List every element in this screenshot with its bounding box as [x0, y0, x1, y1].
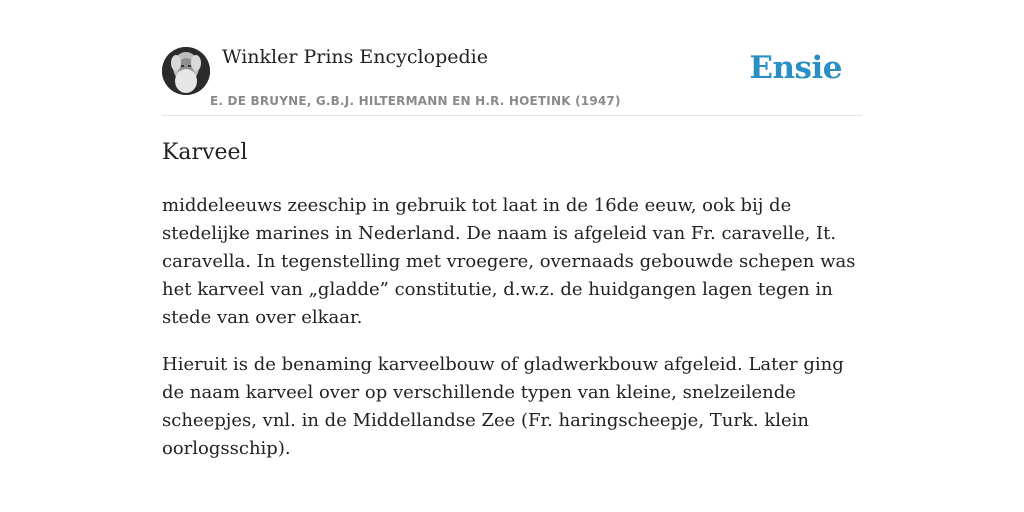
author-avatar[interactable] — [162, 47, 210, 95]
entry-content — [162, 192, 862, 482]
site-header — [162, 40, 862, 116]
ensie-logo[interactable]: Ensie — [749, 50, 842, 86]
entry-paragraph: Hieruit is de benaming karveelbouw of gladwerkbouw afgeleid. Later ging de naam karveel over op verschillende typen van kleine, snelzeilende scheepjes, vnl. in de Middellandse Zee (Fr. haringscheepje, Turk. klein oorlogsschip). — [162, 354, 844, 459]
author-portrait-icon — [162, 47, 210, 95]
book-authors: E. DE BRUYNE, G.B.J. HILTERMANN EN H.R. HOETINK (1947) — [210, 94, 621, 108]
entry-paragraph: middeleeuws zeeschip in gebruik tot laat in de 16de eeuw, ook bij de stedelijke marines in Nederland. De naam is afgeleid van Fr. caravelle, It. caravella. In tegenstelling met vroegere, overnaads gebouwde schepen was het karveel van „gladde” constitutie, d.w.z. de huidgangen lagen tegen in stede van over elkaar. — [162, 195, 856, 328]
entry-title: Karveel — [162, 140, 248, 165]
book-title[interactable]: Winkler Prins Encyclopedie — [222, 46, 488, 68]
